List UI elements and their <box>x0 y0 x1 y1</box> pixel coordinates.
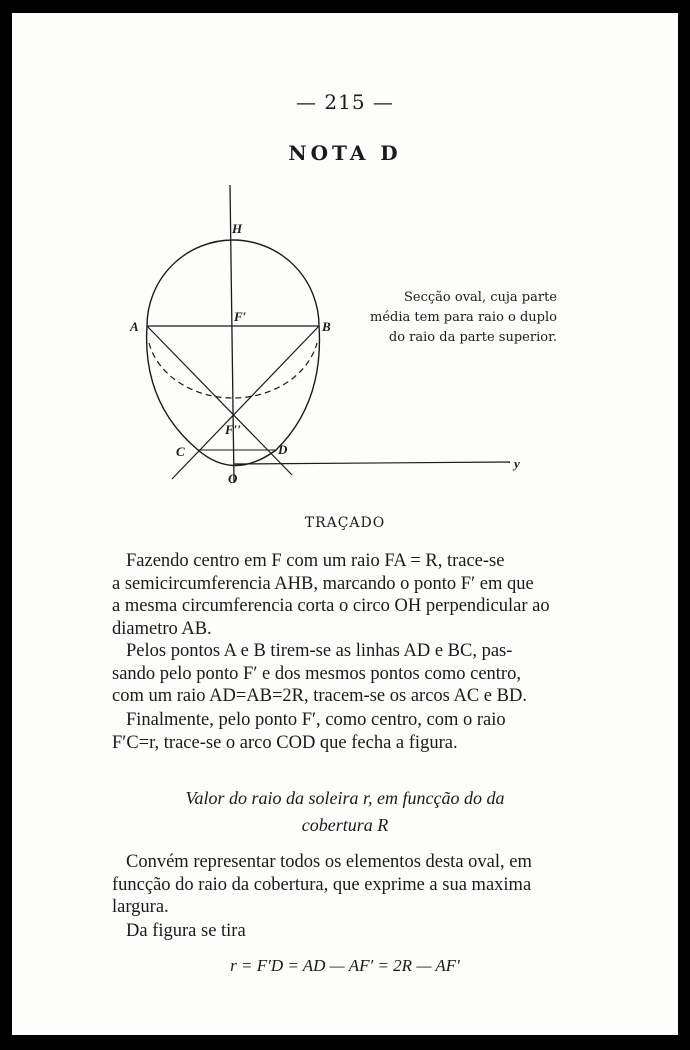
text-line: F′C=r, trace-se o arco COD que fecha a figura. <box>112 732 458 753</box>
text-line: largura. <box>112 897 169 917</box>
text-line: Fazendo centro em F com um raio FA = R, trace-se <box>126 551 505 571</box>
text-line: a mesma circumferencia corta o circo OH perpendicular ao <box>112 596 550 616</box>
text-line: funcção do raio da cobertura, que exprime a sua maxima <box>112 874 532 895</box>
arc-ahb <box>147 240 319 326</box>
text-line: Da figura se tira <box>126 921 246 941</box>
page-title: NOTA D <box>288 141 402 165</box>
text-line: sando pelo ponto F′ e dos mesmos pontos como centro, <box>112 663 521 684</box>
label-y: y <box>514 456 520 471</box>
line-ad <box>147 326 292 475</box>
text-line: Pelos pontos A e B tirem-se as linhas AD e BC, pas- <box>126 641 513 661</box>
paragraph-2 <box>112 640 584 708</box>
paragraph-5 <box>112 920 584 943</box>
text-line: a semicircumferencia AHB, marcando o ponto F′ em que <box>112 573 534 594</box>
paragraph-3 <box>112 709 584 754</box>
paragraph-1 <box>112 550 584 640</box>
label-d: D <box>278 442 288 457</box>
subtitle-line: Valor do raio da soleira r, em funcção do da <box>185 788 505 808</box>
caption-line: média tem para raio o duplo <box>370 310 557 325</box>
label-b: B <box>322 319 331 334</box>
caption-line: Secção oval, cuja parte <box>404 290 557 305</box>
text-line: diametro AB. <box>112 618 212 639</box>
line-oy <box>234 462 510 464</box>
label-c: C <box>176 444 185 459</box>
subtitle-line: cobertura R <box>301 815 389 835</box>
label-h: H <box>232 221 243 236</box>
section-subtitle <box>12 785 678 839</box>
label-a: A <box>130 319 139 334</box>
arc-cod <box>198 450 276 466</box>
formula: r = F′D = AD — AF′ = 2R — AF′ <box>230 956 460 975</box>
line-bc <box>172 326 319 479</box>
label-f: F′ <box>234 309 247 324</box>
text-line: Convém representar todos os elementos desta oval, em <box>126 852 532 872</box>
label-f2: F′′ <box>225 422 241 437</box>
arc-ac <box>147 326 198 450</box>
page-number: — 215 — <box>296 90 394 114</box>
paragraph-4 <box>112 851 584 919</box>
oval-section-figure <box>12 13 678 513</box>
caption-line: do raio da parte superior. <box>388 330 557 345</box>
text-line: com um raio AD=AB=2R, tracem-se os arcos AC e BD. <box>112 686 527 706</box>
figure-caption <box>352 288 557 348</box>
book-page <box>12 13 678 1035</box>
section-label: TRAÇADO <box>304 515 386 531</box>
label-o: O <box>228 471 238 486</box>
text-line: Finalmente, pelo ponto F′, como centro, com o raio <box>126 710 506 730</box>
arc-bd <box>276 326 319 450</box>
